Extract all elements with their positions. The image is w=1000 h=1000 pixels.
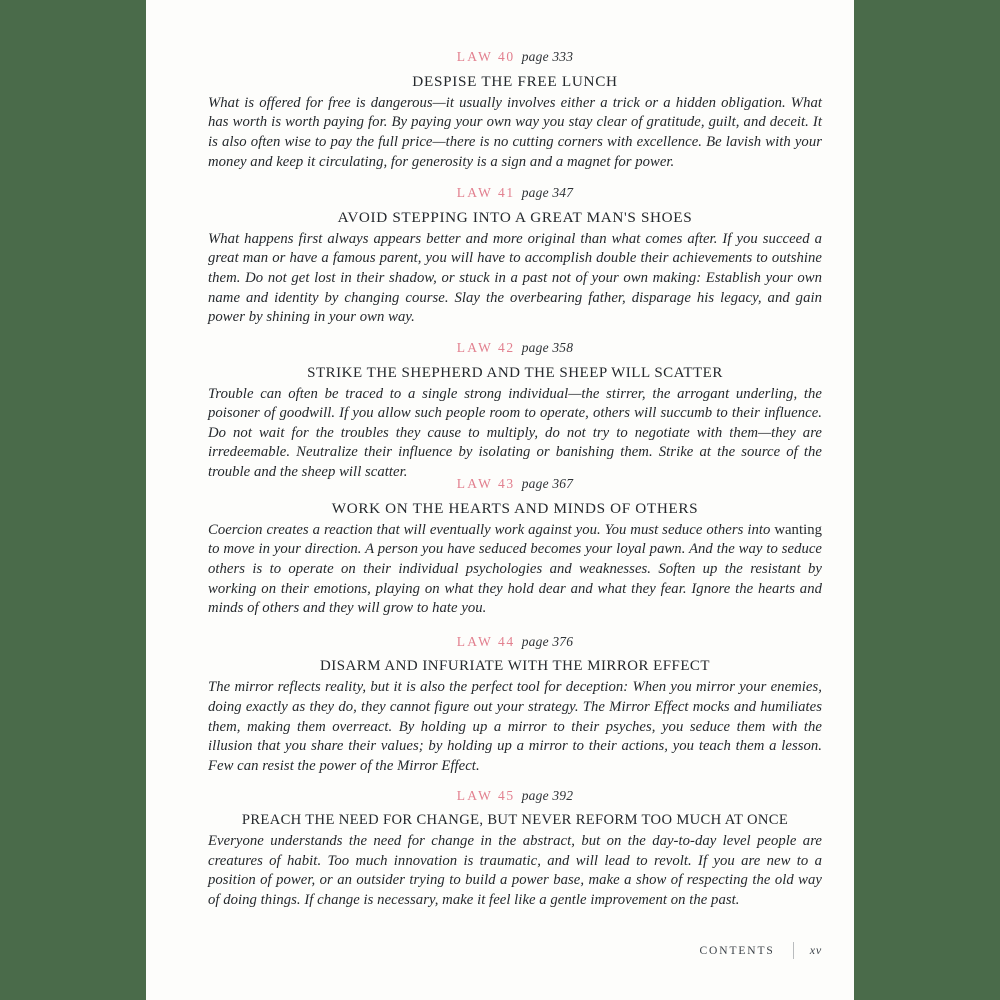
law-page-reference: page 333 [521,49,574,64]
law-description-pre: The mirror reflects reality, but it is also the perfect tool for deception: When you mirror your enemies, doing exactly as they do, they cannot figure out your strategy. The Mirror Effect mocks and humiliates them, making them overreact. By holding up a mirror to their psyches, you seduce them with the illusion that you share their values; by holding up a mirror to their actions, you teach them a lesson. Few can resist the power of the Mirror Effect. [208,679,822,774]
law-title: AVOID STEPPING INTO A GREAT MAN'S SHOES [337,208,693,226]
law-description-emphasis: wanting [774,521,822,538]
law-description [208,832,822,911]
law-entry-44 [208,633,822,777]
law-header [208,48,822,66]
law-description [208,678,822,776]
law-description-post: to move in your direction. A person you have seduced becomes your loyal pawn. And the way to seduce others is to operate on their individual psychologies and weaknesses. Soften up the resistant by working on their emotions, playing on what they hold dear and what they fear. Ignore the hearts and minds of others and they will grow to hate you. [208,541,822,617]
law-description [208,94,822,173]
law-label [457,476,515,491]
law-title: WORK ON THE HEARTS AND MINDS OF OTHERS [331,499,699,517]
law-title: DESPISE THE FREE LUNCH [412,72,618,90]
law-entry-45 [208,787,822,911]
law-title: PREACH THE NEED FOR CHANGE, BUT NEVER REFORM TOO MUCH AT ONCE [241,811,789,828]
footer-section-label: CONTENTS [699,944,775,957]
law-description [208,230,822,328]
law-header [208,475,822,493]
law-title: DISARM AND INFURIATE WITH THE MIRROR EFFECT [320,657,710,674]
law-word: LAW [456,340,494,355]
law-label [457,185,515,200]
law-title: STRIKE THE SHEPHERD AND THE SHEEP WILL SCATTER [307,364,723,381]
law-description-pre: What happens first always appears better and more original than what comes after. If you succeed a great man or have a famous parent, you will have to accomplish double their achievements to outshine them. Do not get lost in their shadow, or stuck in a past not of your own making: Establish your own name and identity by changing course. Slay the overbearing father, disparage his legacy, and gain power by shining in your own way. [208,230,822,326]
law-description [208,385,822,483]
law-entry-42 [208,339,822,483]
law-page-reference: page 376 [521,634,574,649]
law-word: LAW [456,476,494,491]
law-word: LAW [456,185,494,200]
law-entry-43 [208,475,822,619]
law-label [457,340,515,355]
law-number: 41 [498,185,515,200]
law-description-pre: Everyone understands the need for change in the abstract, but on the day-to-day level people are creatures of habit. Too much innovation is traumatic, and will lead to revolt. If you are new to a position of power, or an outsider trying to build a power base, make a show of respecting the old way of doing things. If change is necessary, make it feel like a gentle improvement on the past. [208,833,822,908]
law-number: 40 [498,49,515,64]
law-word: LAW [456,49,494,64]
law-number: 44 [498,634,515,649]
law-description-pre: What is offered for free is dangerous—it usually involves either a trick or a hidden obligation. What has worth is worth paying for. By paying your own way you stay clear of gratitude, guilt, and deceit. It is also often wise to pay the full price—there is no cutting corners with excellence. Be lavish with your money and keep it circulating, for generosity is a sign and a magnet for power. [208,94,822,170]
footer-divider [793,942,794,959]
law-number: 43 [498,476,515,491]
law-header [208,339,822,357]
law-header [208,787,822,805]
law-word: LAW [456,634,494,649]
law-description-pre: Coercion creates a reaction that will eventually work against you. You must seduce others into [208,521,775,538]
page-text-block [208,0,822,1000]
law-page-reference: page 347 [521,185,574,200]
law-page-reference: page 358 [521,340,574,355]
book-page [146,0,854,1000]
law-entry-41 [208,184,822,328]
law-header [208,184,822,202]
page-footer [699,942,822,959]
law-label [457,49,515,64]
law-header [208,633,822,651]
law-description [208,521,822,619]
law-entry-40 [208,48,822,172]
law-page-reference: page 367 [521,476,574,491]
law-description-pre: Trouble can often be traced to a single strong individual—the stirrer, the arrogant underling, the poisoner of goodwill. If you allow such people room to operate, others will succumb to their influence. Do not wait for the troubles they cause to multiply, do not try to negotiate with them—they are irredeemable. Neutralize their influence by isolating or banishing them. Strike at the source of the trouble and the sheep will scatter. [208,385,822,481]
law-label [457,634,515,649]
law-number: 42 [498,340,515,355]
page-folio-number: xv [809,943,822,957]
law-page-reference: page 392 [521,788,574,803]
law-number: 45 [498,788,515,803]
law-label [457,788,515,803]
law-word: LAW [456,788,494,803]
